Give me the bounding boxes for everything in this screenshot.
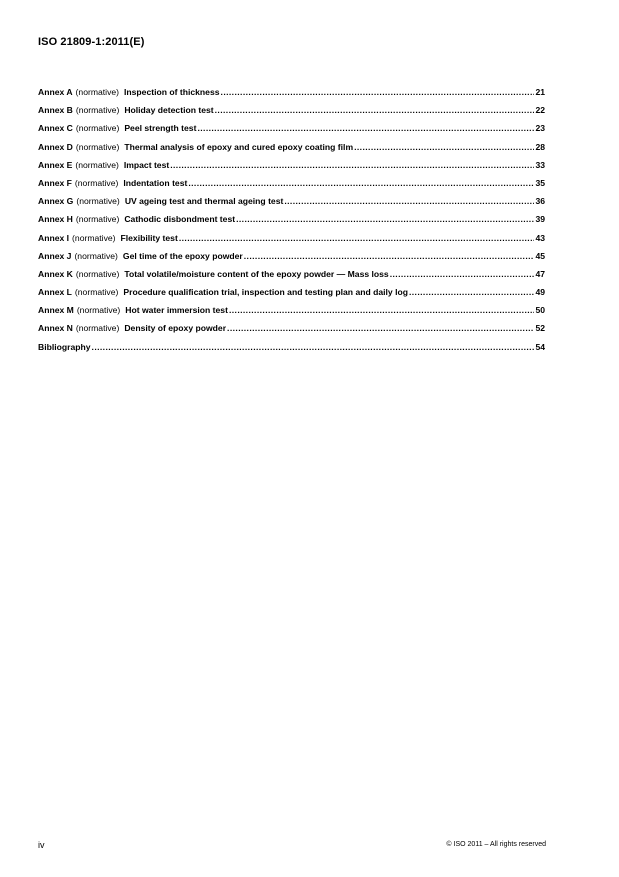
toc-entry-title: Inspection of thickness (124, 87, 220, 97)
toc-entry-title: Procedure qualification trial, inspection and testing plan and daily log (123, 287, 408, 298)
toc-entry-prefix: Annex G (38, 196, 74, 207)
dot-leader (179, 232, 535, 244)
toc-entry-qualifier: (normative) (75, 214, 120, 225)
toc-entry-prefix: Bibliography (38, 341, 91, 352)
toc-entry-annex-j[interactable] (38, 250, 545, 268)
toc-entry-prefix: Annex I (38, 232, 70, 243)
toc-entry-page: 21 (535, 87, 545, 97)
toc-entry-qualifier: (normative) (72, 232, 116, 243)
dot-leader (229, 304, 534, 316)
toc-entry-title: Gel time of the epoxy powder (122, 250, 243, 261)
toc-entry-qualifier: (normative) (74, 287, 119, 298)
toc-entry-page: 49 (535, 287, 545, 298)
toc-entry-prefix: Annex A (38, 87, 73, 97)
toc-entry-page: 35 (535, 177, 545, 188)
toc-entry-qualifier: (normative) (75, 123, 120, 134)
toc-entry-page: 33 (535, 159, 545, 170)
toc-entry-title: Total volatile/moisture content of the epoxy powder — Mass loss (124, 268, 389, 279)
toc-entry-annex-n[interactable] (38, 322, 545, 340)
toc-entry-annex-m[interactable] (38, 304, 545, 322)
dot-leader (197, 122, 534, 134)
toc-entry-prefix: Annex E (38, 159, 73, 170)
dot-leader (244, 250, 535, 262)
toc-entry-prefix: Annex D (38, 141, 73, 152)
toc-entry-annex-d[interactable] (38, 141, 545, 159)
toc-entry-prefix: Annex N (38, 323, 73, 334)
toc-entry-page: 23 (535, 123, 545, 134)
toc-entry-annex-a[interactable] (38, 86, 545, 104)
toc-entry-qualifier: (normative) (75, 141, 120, 152)
toc-entry-prefix: Annex C (38, 123, 73, 134)
toc-entry-title: Hot water immersion test (125, 305, 228, 316)
dot-leader (215, 104, 535, 116)
toc-entry-prefix: Annex J (38, 250, 72, 261)
toc-entry-page: 22 (535, 105, 545, 116)
toc-entry-annex-l[interactable] (38, 286, 545, 304)
toc-entry-title: Peel strength test (124, 123, 197, 134)
toc-entry-title: Flexibility test (120, 232, 178, 243)
toc-entry-title: UV ageing test and thermal ageing test (124, 196, 284, 207)
toc-entry-page: 54 (535, 341, 545, 352)
toc-entry-prefix: Annex L (38, 287, 72, 298)
dot-leader (170, 159, 534, 171)
toc-entry-qualifier: (normative) (76, 196, 120, 207)
toc-entry-qualifier: (normative) (75, 268, 120, 279)
toc-entry-qualifier: (normative) (74, 250, 118, 261)
toc-entry-qualifier: (normative) (75, 159, 119, 170)
toc-entry-page: 45 (535, 250, 545, 261)
toc-entry-title: Cathodic disbondment test (124, 214, 236, 225)
dot-leader (92, 341, 535, 353)
toc-entry-title: Holiday detection test (124, 105, 214, 116)
toc-entry-qualifier: (normative) (75, 323, 120, 334)
toc-entry-prefix: Annex B (38, 105, 73, 116)
toc-entry-page: 47 (535, 268, 545, 279)
toc-entry-annex-c[interactable] (38, 122, 545, 140)
dot-leader (354, 141, 534, 153)
toc-entry-page: 43 (535, 232, 545, 243)
toc-entry-annex-g[interactable] (38, 195, 545, 213)
toc-entry-qualifier: (normative) (75, 87, 120, 97)
dot-leader (188, 177, 534, 189)
toc-entry-title: Density of epoxy powder (124, 323, 227, 334)
dot-leader (221, 86, 535, 98)
dot-leader (236, 213, 534, 225)
toc-entry-annex-f[interactable] (38, 177, 545, 195)
toc-entry-title: Thermal analysis of epoxy and cured epoxy coating film (124, 141, 354, 152)
dot-leader (284, 195, 534, 207)
dot-leader (409, 286, 534, 298)
page-number: iv (38, 840, 45, 850)
toc-entry-annex-e[interactable] (38, 159, 545, 177)
document-id: ISO 21809-1:2011(E) (38, 36, 145, 48)
toc-entry-bibliography[interactable] (38, 341, 545, 359)
toc-entry-annex-i[interactable] (38, 232, 545, 250)
toc-entry-annex-b[interactable] (38, 104, 545, 122)
toc-entry-prefix: Annex F (38, 177, 72, 188)
dot-leader (390, 268, 535, 280)
dot-leader (227, 322, 534, 334)
toc-entry-prefix: Annex M (38, 305, 74, 316)
toc-entry-page: 36 (535, 196, 545, 207)
toc-entry-qualifier: (normative) (76, 305, 121, 316)
toc-entry-prefix: Annex K (38, 268, 73, 279)
toc-entry-prefix: Annex H (38, 214, 73, 225)
toc-entry-annex-k[interactable] (38, 268, 545, 286)
copyright-notice: © ISO 2011 – All rights reserved (446, 841, 546, 848)
toc-entry-title: Indentation test (123, 177, 188, 188)
table-of-contents (38, 86, 545, 359)
toc-entry-title: Impact test (123, 159, 170, 170)
toc-entry-page: 28 (535, 141, 545, 152)
toc-entry-page: 52 (535, 323, 545, 334)
toc-entry-annex-h[interactable] (38, 213, 545, 231)
toc-entry-qualifier: (normative) (74, 177, 119, 188)
toc-entry-qualifier: (normative) (75, 105, 120, 116)
toc-entry-page: 39 (535, 214, 545, 225)
toc-entry-page: 50 (535, 305, 545, 316)
